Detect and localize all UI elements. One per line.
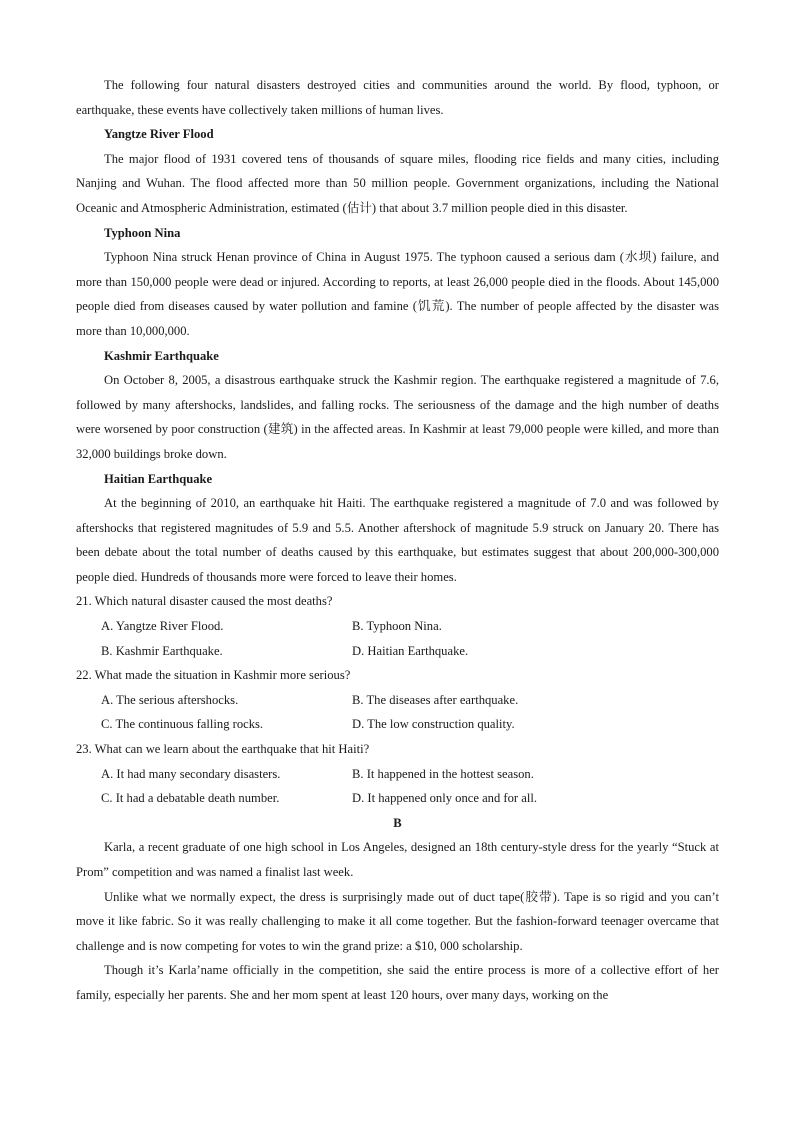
section-heading: Kashmir Earthquake bbox=[104, 348, 219, 363]
section-text: On October 8, 2005, a disastrous earthquake struck the Kashmir region. The earthquake registered a magnitude of 7.6, followed by many aftershocks, landslides, and falling rocks. The seriousness of the damage and the high number of deaths were worsened by poor construction (建筑) in the affected areas. In Kashmir at least 79,000 people were killed, and more than 32,000 buildings broke down. bbox=[76, 373, 719, 461]
section-heading: Typhoon Nina bbox=[104, 225, 181, 240]
passage-a-intro: The following four natural disasters destroyed cities and communities around the world. By flood, typhoon, or earthquake, these events have collectively taken millions of human lives. bbox=[76, 78, 719, 117]
section-heading: Yangtze River Flood bbox=[104, 127, 214, 142]
exam-page bbox=[76, 73, 719, 1008]
section-text: The major flood of 1931 covered tens of thousands of square miles, flooding rice fields and many cities, including Nanjing and Wuhan. The flood affected more than 50 million people. Government organizations, including the National Oceanic and Atmospheric Administration, estimated (估计) that about 3.7 million people died in this disaster. bbox=[76, 151, 719, 215]
passage-b-paragraph: Karla, a recent graduate of one high school in Los Angeles, designed an 18th century-style dress for the yearly “Stuck at Prom” competition and was named a finalist last week. bbox=[76, 840, 719, 879]
question-23-stem: 23. What can we learn about the earthquake that hit Haiti? bbox=[76, 742, 370, 757]
option-d[interactable]: D. It happened only once and for all. bbox=[352, 791, 537, 806]
question-22-stem: 22. What made the situation in Kashmir more serious? bbox=[76, 668, 351, 683]
option-a[interactable]: A. Yangtze River Flood. bbox=[101, 619, 224, 634]
section-text: At the beginning of 2010, an earthquake hit Haiti. The earthquake registered a magnitude of 7.0 and was followed by aftershocks that registered magnitudes of 5.9 and 5.5. Another aftershock of magnitude 5.9 struck on January 20. There has been debate about the total number of deaths caused by this earthquake, but estimates suggest that about 200,000-300,000 people died. Hundreds of thousands more were forced to leave their homes. bbox=[76, 496, 719, 584]
option-a[interactable]: A. It had many secondary disasters. bbox=[101, 766, 281, 781]
option-c[interactable]: C. The continuous falling rocks. bbox=[101, 717, 264, 732]
option-d[interactable]: D. Haitian Earthquake. bbox=[352, 643, 469, 658]
passage-b-paragraph: Though it’s Karla’name officially in the competition, she said the entire process is more of a collective effort of her family, especially her parents. She and her mom spent at least 120 hours, over many days, working on the bbox=[76, 963, 719, 1002]
section-heading: Haitian Earthquake bbox=[104, 471, 213, 486]
section-text: Typhoon Nina struck Henan province of China in August 1975. The typhoon caused a serious dam (水坝) failure, and more than 150,000 people were dead or injured. According to reports, at least 26,000 people died in the floods. About 145,000 people died from diseases caused by water pollution and famine (饥荒). The number of people affected by the disaster was more than 10,000,000. bbox=[76, 250, 719, 338]
question-21-options bbox=[76, 614, 719, 663]
option-c[interactable]: B. Kashmir Earthquake. bbox=[101, 643, 223, 658]
passage-b-label: B bbox=[393, 815, 402, 830]
option-c[interactable]: C. It had a debatable death number. bbox=[101, 791, 280, 806]
passage-b-paragraph: Unlike what we normally expect, the dress is surprisingly made out of duct tape(胶带). Tape is so rigid and you can’t move it like fabric. So it was really challenging to make it all come together. But the fashion-forward teenager overcame that challenge and is now competing for votes to win the grand prize: a $10, 000 scholarship. bbox=[76, 889, 719, 953]
option-b[interactable]: B. Typhoon Nina. bbox=[352, 619, 442, 634]
option-d[interactable]: D. The low construction quality. bbox=[352, 717, 515, 732]
option-a[interactable]: A. The serious aftershocks. bbox=[101, 692, 239, 707]
question-23-options bbox=[76, 762, 719, 811]
option-b[interactable]: B. It happened in the hottest season. bbox=[352, 766, 534, 781]
question-21-stem: 21. Which natural disaster caused the most deaths? bbox=[76, 594, 333, 609]
option-b[interactable]: B. The diseases after earthquake. bbox=[352, 692, 519, 707]
question-22-options bbox=[76, 688, 719, 737]
